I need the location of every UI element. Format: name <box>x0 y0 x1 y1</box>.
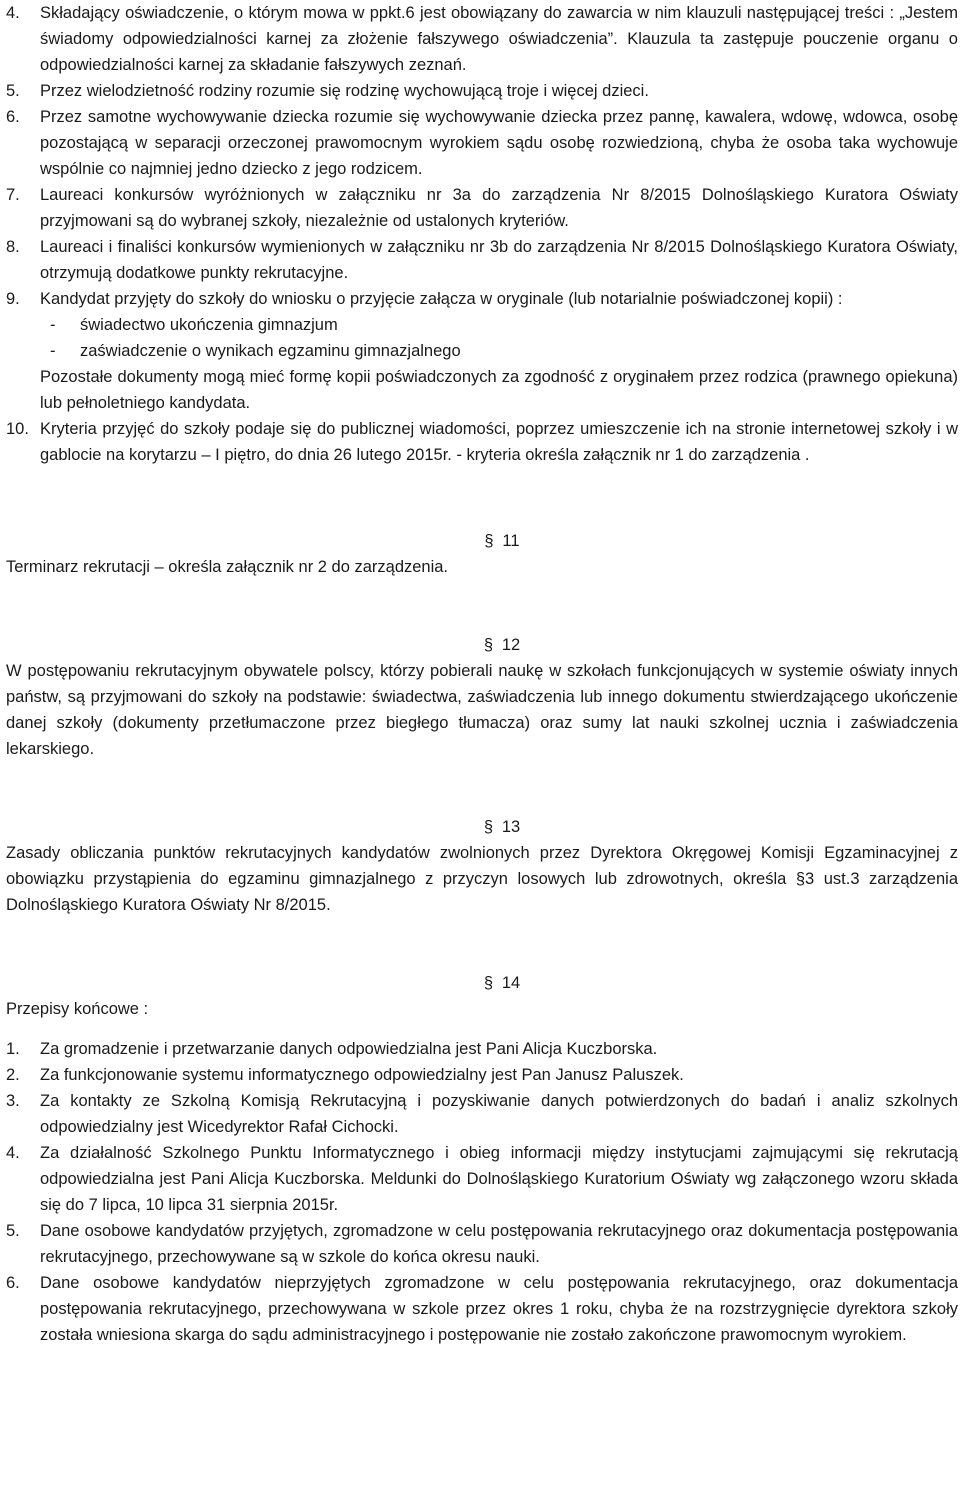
final-provisions-list <box>6 1036 958 1348</box>
item-number: 6. <box>6 108 20 126</box>
item-text: Składający oświadczenie, o którym mowa w ppkt.6 jest obowiązany do zawarcia w nim klauzuli następującej treści : „Jestem świadomy odpowiedzialności karnej za złożenie fałszywego oświadczenia”. Klauzula ta zastępuje pouczenie organu o odpowiedzialności karnej za składanie fałszywych zeznań. <box>40 4 958 74</box>
item-text: Za funkcjonowanie systemu informatycznego odpowiedzialny jest Pan Janusz Paluszek. <box>40 1066 684 1084</box>
spacer <box>6 762 958 814</box>
sublist-item-text: zaświadczenie o wynikach egzaminu gimnazjalnego <box>80 342 461 360</box>
item-number: 8. <box>6 238 20 256</box>
section-sign-icon <box>484 814 496 840</box>
document-page <box>6 0 958 1348</box>
item-text: Laureaci i finaliści konkursów wymienionych w załączniku nr 3b do zarządzenia Nr 8/2015 Dolnośląskiego Kuratora Oświaty, otrzymują dodatkowe punkty rekrutacyjne. <box>40 238 958 282</box>
list-item-7 <box>6 182 958 234</box>
item-number: 9. <box>6 290 20 308</box>
item-number: 6. <box>6 1274 20 1292</box>
item-number: 5. <box>6 82 20 100</box>
final-item-4 <box>6 1140 958 1218</box>
item-text: Za kontakty ze Szkolną Komisją Rekrutacyjną i pozyskiwanie danych potwierdzonych do badań i analiz szkolnych odpowiedzialny jest Wicedyrektor Rafał Cichocki. <box>40 1092 958 1136</box>
list-item-8 <box>6 234 958 286</box>
list-item-5 <box>6 78 958 104</box>
dash-marker: - <box>50 342 56 360</box>
section-number: 13 <box>501 818 521 836</box>
section-sign-icon <box>484 632 496 658</box>
item-number: 1. <box>6 1040 20 1058</box>
item-text: Przez wielodzietność rodziny rozumie się rodzinę wychowującą troje i więcej dzieci. <box>40 82 649 100</box>
item-number: 10. <box>6 420 29 438</box>
sublist-item-text: świadectwo ukończenia gimnazjum <box>80 316 338 334</box>
final-item-1 <box>6 1036 958 1062</box>
item-number: 4. <box>6 4 20 22</box>
spacer <box>6 468 958 528</box>
sublist-item <box>40 338 958 364</box>
document-sublist <box>40 312 958 364</box>
item-text: Laureaci konkursów wyróżnionych w załączniku nr 3a do zarządzenia Nr 8/2015 Dolnośląskiego Kuratora Oświaty przyjmowani są do wybranej szkoły, niezależnie od ustalonych kryteriów. <box>40 186 958 230</box>
section-number: 12 <box>501 636 521 654</box>
section-13-text: Zasady obliczania punktów rekrutacyjnych kandydatów zwolnionych przez Dyrektora Okręgowej Komisji Egzaminacyjnej z obowiązku przystąpienia do egzaminu gimnazjalnego z przyczyn losowych lub zdrowotnych, określa §3 ust.3 zarządzenia Dolnośląskiego Kuratora Oświaty Nr 8/2015. <box>6 844 958 914</box>
spacer <box>6 1022 958 1036</box>
spacer <box>6 918 958 970</box>
item-intro: Kandydat przyjęty do szkoły do wniosku o przyjęcie załącza w oryginale (lub notarialnie poświadczonej kopii) : <box>40 290 843 308</box>
final-provisions-heading: Przepisy końcowe : <box>6 1000 149 1018</box>
item-number: 7. <box>6 186 20 204</box>
item-text: Za gromadzenie i przetwarzanie danych odpowiedzialna jest Pani Alicja Kuczborska. <box>40 1040 658 1058</box>
dash-marker: - <box>50 316 56 334</box>
section-heading-14 <box>6 970 958 996</box>
item-outro: Pozostałe dokumenty mogą mieć formę kopii poświadczonych za zgodność z oryginałem przez rodzica (prawnego opiekuna) lub pełnoletniego kandydata. <box>40 368 958 412</box>
item-number: 5. <box>6 1222 20 1240</box>
final-item-2 <box>6 1062 958 1088</box>
numbered-list-top <box>6 0 958 468</box>
section-sign-icon <box>484 528 496 554</box>
item-text: Dane osobowe kandydatów przyjętych, zgromadzone w celu postępowania rekrutacyjnego oraz dokumentacja postępowania rekrutacyjnego, przechowywane są w szkole do końca okresu nauki. <box>40 1222 958 1266</box>
section-heading-12 <box>6 632 958 658</box>
spacer <box>6 580 958 632</box>
section-heading-13 <box>6 814 958 840</box>
item-text: Przez samotne wychowywanie dziecka rozumie się wychowywanie dziecka przez pannę, kawalera, wdowę, wdowca, osobę pozostającą w separacji orzeczonej prawomocnym wyrokiem sądu osobę rozwiedzioną, chyba że osoba taka wychowuje wspólnie co najmniej jedno dziecko z jego rodzicem. <box>40 108 958 178</box>
final-item-5 <box>6 1218 958 1270</box>
item-body <box>40 286 958 416</box>
item-text: Dane osobowe kandydatów nieprzyjętych zgromadzone w celu postępowania rekrutacyjnego, oraz dokumentacja postępowania rekrutacyjnego, przechowywana w szkole przez okres 1 roku, chyba że na rozstrzygnięcie dyrektora szkoły została wniesiona skarga do sądu administracyjnego i postępowanie nie zostało zakończone prawomocnym wyrokiem. <box>40 1274 958 1344</box>
item-text: Kryteria przyjęć do szkoły podaje się do publicznej wiadomości, poprzez umieszczenie ich na stronie internetowej szkoły i w gablocie na korytarzu – I piętro, do dnia 26 lutego 2015r. - kryteria określa załącznik nr 1 do zarządzenia . <box>40 420 958 464</box>
section-number: 14 <box>501 974 521 992</box>
list-item-4 <box>6 0 958 78</box>
section-12-text: W postępowaniu rekrutacyjnym obywatele polscy, którzy pobierali naukę w szkołach funkcjonujących w systemie oświaty innych państw, są przyjmowani do szkoły na podstawie: świadectwa, zaświadczenia lub innego dokumentu stwierdzającego ukończenie danej szkoły (dokumenty przetłumaczone przez biegłego tłumacza) oraz sumy lat nauki szkolnej ucznia i zaświadczenia lekarskiego. <box>6 662 958 758</box>
item-text: Za działalność Szkolnego Punktu Informatycznego i obieg informacji między instytucjami zajmującymi się rekrutacją odpowiedzialna jest Pani Alicja Kuczborska. Meldunki do Dolnośląskiego Kuratorium Oświaty wg załączonego wzoru składa się do 7 lipca, 10 lipca 31 sierpnia 2015r. <box>40 1144 958 1214</box>
sublist-item <box>40 312 958 338</box>
section-number: 11 <box>502 532 520 550</box>
list-item-10 <box>6 416 958 468</box>
list-item-9 <box>6 286 958 416</box>
final-item-6 <box>6 1270 958 1348</box>
section-sign-icon <box>484 970 496 996</box>
section-heading-11 <box>6 528 958 554</box>
final-item-3 <box>6 1088 958 1140</box>
item-number: 2. <box>6 1066 20 1084</box>
section-11-text: Terminarz rekrutacji – określa załącznik nr 2 do zarządzenia. <box>6 558 449 576</box>
item-number: 3. <box>6 1092 20 1110</box>
list-item-6 <box>6 104 958 182</box>
item-number: 4. <box>6 1144 20 1162</box>
